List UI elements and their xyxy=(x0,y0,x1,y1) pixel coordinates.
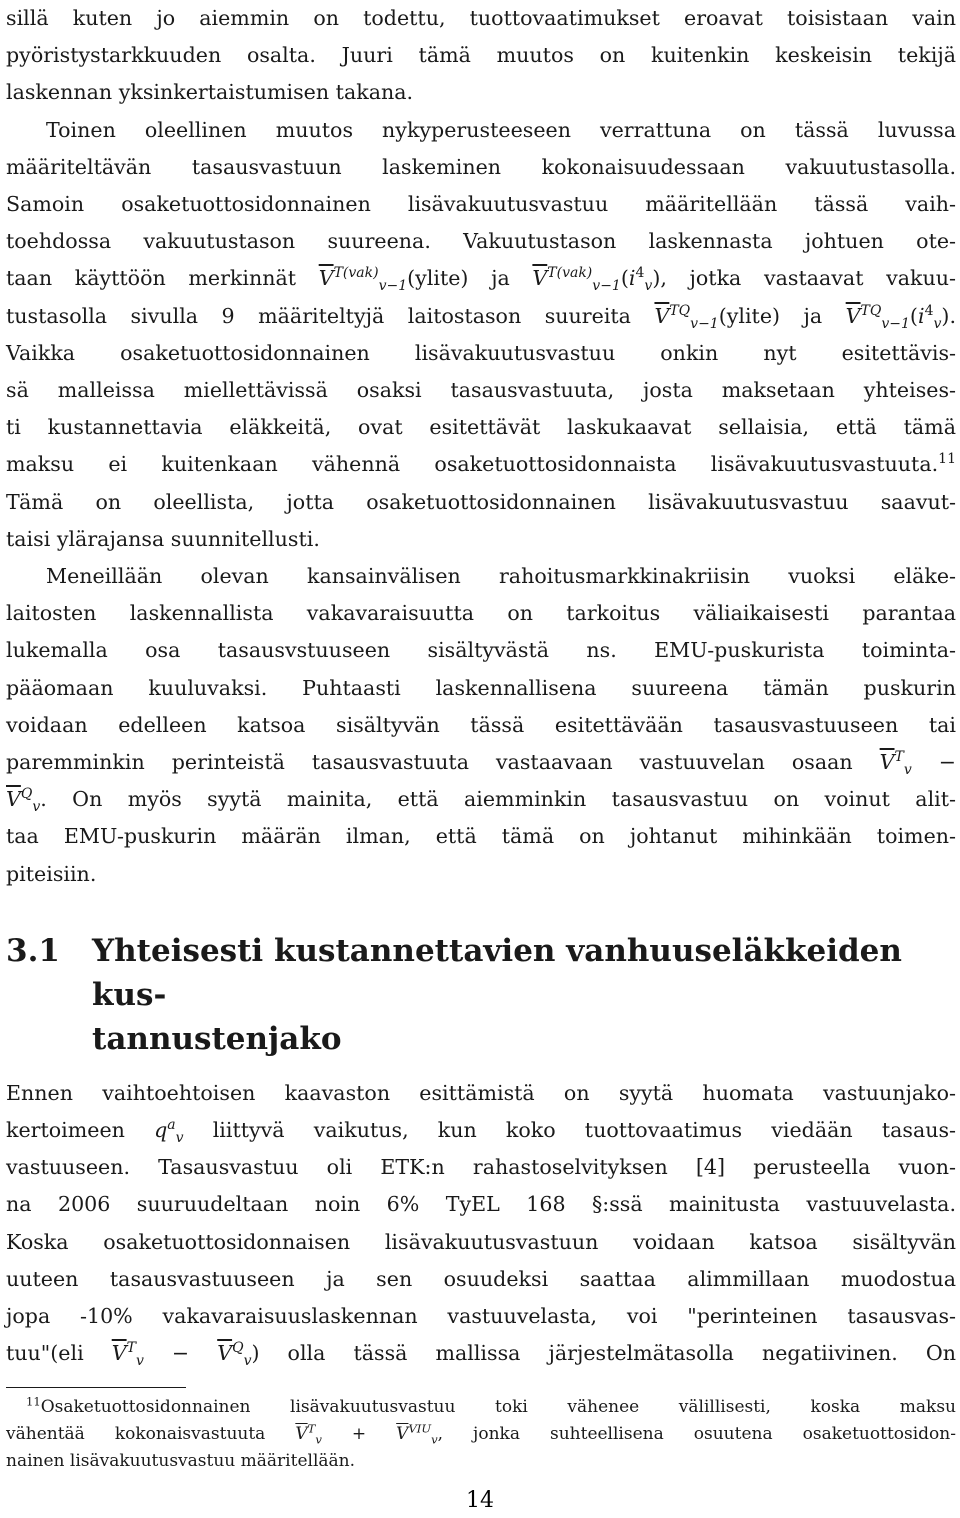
paragraph-4 xyxy=(6,1075,956,1373)
text-line: na 2006 suuruudeltaan noin 6% TyEL 168 §:ssä mainitusta vastuuvelasta. xyxy=(6,1192,956,1217)
text-line-with-math: tustasolla sivulla 9 määriteltyjä laitostason suureita $\overline{V}^{TQ}_{v-1}(ylite)$ ja $\overline{V}^{TQ}_{v-1}(i^4_v)$. xyxy=(6,302,956,332)
text-line: taa EMU-puskurin määrän ilman, että tämä on johtanut mihinkään toimen- xyxy=(6,824,956,849)
math-V: $\overline{V}$ xyxy=(845,303,861,328)
text-line-with-math: paremminkin perinteistä tasausvastuuta vastaavaan vastuuvelan osaan $\overline{V}^T_v$ − xyxy=(6,749,956,779)
text-line: Tämä on oleellista, jotta osaketuottosidonnainen lisävakuutusvastuu saavut- xyxy=(6,489,956,514)
text-line: Koska osaketuottosidonnaisen lisävakuutusvastuun voidaan katsoa sisältyvän xyxy=(6,1229,956,1254)
text-line: voidaan edelleen katsoa sisältyvän tässä esitettävään tasausvastuuseen tai xyxy=(6,712,956,737)
text-line: laitosten laskennallista vakavaraisuutta on tarkoitus väliaikaisesti parantaa xyxy=(6,601,956,626)
text-line: laskennan yksinkertaistumisen takana. xyxy=(6,80,414,105)
footnote xyxy=(6,1394,956,1475)
body-text xyxy=(6,0,956,893)
paragraph-3 xyxy=(6,558,956,893)
math-V: $\overline{V}$ xyxy=(654,303,670,328)
paragraph-2 xyxy=(6,112,956,558)
page-number: 14 xyxy=(466,1488,494,1513)
math-V: $\overline{V}$ xyxy=(318,266,334,291)
footnote-line: $^{11}$Osaketuottosidonnainen lisävakuutusvastuu toki vähenee välillisesti, koska maksu xyxy=(26,1393,956,1417)
document-page xyxy=(6,0,956,1475)
text-line: taisi ylärajansa suunnitellusti. xyxy=(6,526,320,551)
text-line-with-footnote: maksu ei kuitenkaan vähennä osaketuottosidonnaista lisävakuutusvastuuta.$^{11}$ xyxy=(6,451,956,477)
math-V: $\overline{V}$ xyxy=(217,1341,233,1366)
text-line: Meneillään olevan kansainvälisen rahoitusmarkkinakriisin vuoksi eläke- xyxy=(46,564,956,589)
body-text-2 xyxy=(6,1075,956,1373)
text-line: ti kustannettavia eläkkeitä, ovat esitettävät laskukaavat sellaisia, että tämä xyxy=(6,415,956,440)
math-q: q xyxy=(154,1118,168,1143)
footnote-line: nainen lisävakuutusvastuu määritellään. xyxy=(6,1450,355,1471)
math-V: $\overline{V}$ xyxy=(879,750,895,775)
footnote-rule xyxy=(6,1387,186,1388)
text-line: jopa -10% vakavaraisuuslaskennan vastuuvelasta, voi "perinteinen tasausvas- xyxy=(6,1304,956,1329)
text-line: lukemalla osa tasausvstuuseen sisältyvästä ns. EMU-puskurista toiminta- xyxy=(6,638,956,663)
paragraph-1 xyxy=(6,0,956,112)
text-line: pyöristystarkkuuden osalta. Juuri tämä muutos on kuitenkin keskeisin tekijä xyxy=(6,43,956,68)
math-V: $\overline{V}$ xyxy=(295,1423,308,1444)
text-line: Vaikka osaketuottosidonnainen lisävakuutusvastuu onkin nyt esitettävis- xyxy=(6,340,956,365)
math-V: $\overline{V}$ xyxy=(6,787,21,812)
text-line: piteisiin. xyxy=(6,861,97,886)
footnote-ref: 11 xyxy=(938,451,956,468)
text-line: Ennen vaihtoehtoisen kaavaston esittämistä on syytä huomata vastuunjako- xyxy=(6,1080,956,1105)
text-line: määriteltävän tasausvastuun laskeminen kokonaisuudessaan vakuutustasolla. xyxy=(6,154,956,179)
text-line: sä malleissa miellettävissä osaksi tasausvastuuta, josta maksetaan yhteises- xyxy=(6,378,956,403)
text-line-with-math: taan käyttöön merkinnät $\overline{V}^{T(vak)}_{v-1}(ylite)$ ja $\overline{V}^{T(vak)}_{v-1}(i^4_v)$, jotka vastaavat vakuu- xyxy=(6,265,956,295)
text-line: pääomaan kuuluvaksi. Puhtaasti laskennallisena suureena tämän puskurin xyxy=(6,675,956,700)
text-line: vastuuseen. Tasausvastuu oli ETK:n rahastoselvityksen [4] perusteella vuon- xyxy=(6,1155,956,1180)
text-line: toehdossa vakuutustason suureena. Vakuutustason laskennasta johtuen ote- xyxy=(6,229,956,254)
math-V: $\overline{V}$ xyxy=(396,1423,409,1444)
text-line: sillä kuten jo aiemmin on todettu, tuottovaatimukset eroavat toisistaan vain xyxy=(6,6,956,30)
section-title: Yhteisesti kustannettavien vanhuuseläkkeiden kus- tannustenjako xyxy=(92,932,902,1057)
text-line: Samoin osaketuottosidonnainen lisävakuutusvastuu määritellään tässä vaih- xyxy=(6,192,956,217)
footnote-line-with-math: vähentää kokonaisvastuuta $\overline{V}^T_v + \overline{V}^{VIU}_v$, jonka suhteellisena osuutena osaketuottosidon- xyxy=(6,1420,956,1446)
footnote-mark: 11 xyxy=(26,1393,41,1408)
text-line-with-math: tuu"(eli $\overline{V}^T_v - \overline{V}^Q_v$) olla tässä mallissa järjestelmätasolla negatiivinen. On xyxy=(6,1340,957,1370)
section-number: 3.1 xyxy=(6,932,60,969)
math-V: $\overline{V}$ xyxy=(532,266,548,291)
text-line-with-math: $\overline{V}^Q_v$. On myös syytä mainita, että aiemminkin tasausvastuu on voinut alit- xyxy=(6,786,956,816)
math-V: $\overline{V}$ xyxy=(111,1341,127,1366)
section-heading xyxy=(6,929,956,1061)
text-line: Toinen oleellinen muutos nykyperusteeseen verrattuna on tässä luvussa xyxy=(46,117,956,142)
text-line-with-math: kertoimeen $q^a_v$ liittyvä vaikutus, kun koko tuottovaatimus viedään tasaus- xyxy=(6,1117,957,1147)
text-line: uuteen tasausvastuuseen ja sen osuudeksi saattaa alimmillaan muodostua xyxy=(6,1266,956,1291)
